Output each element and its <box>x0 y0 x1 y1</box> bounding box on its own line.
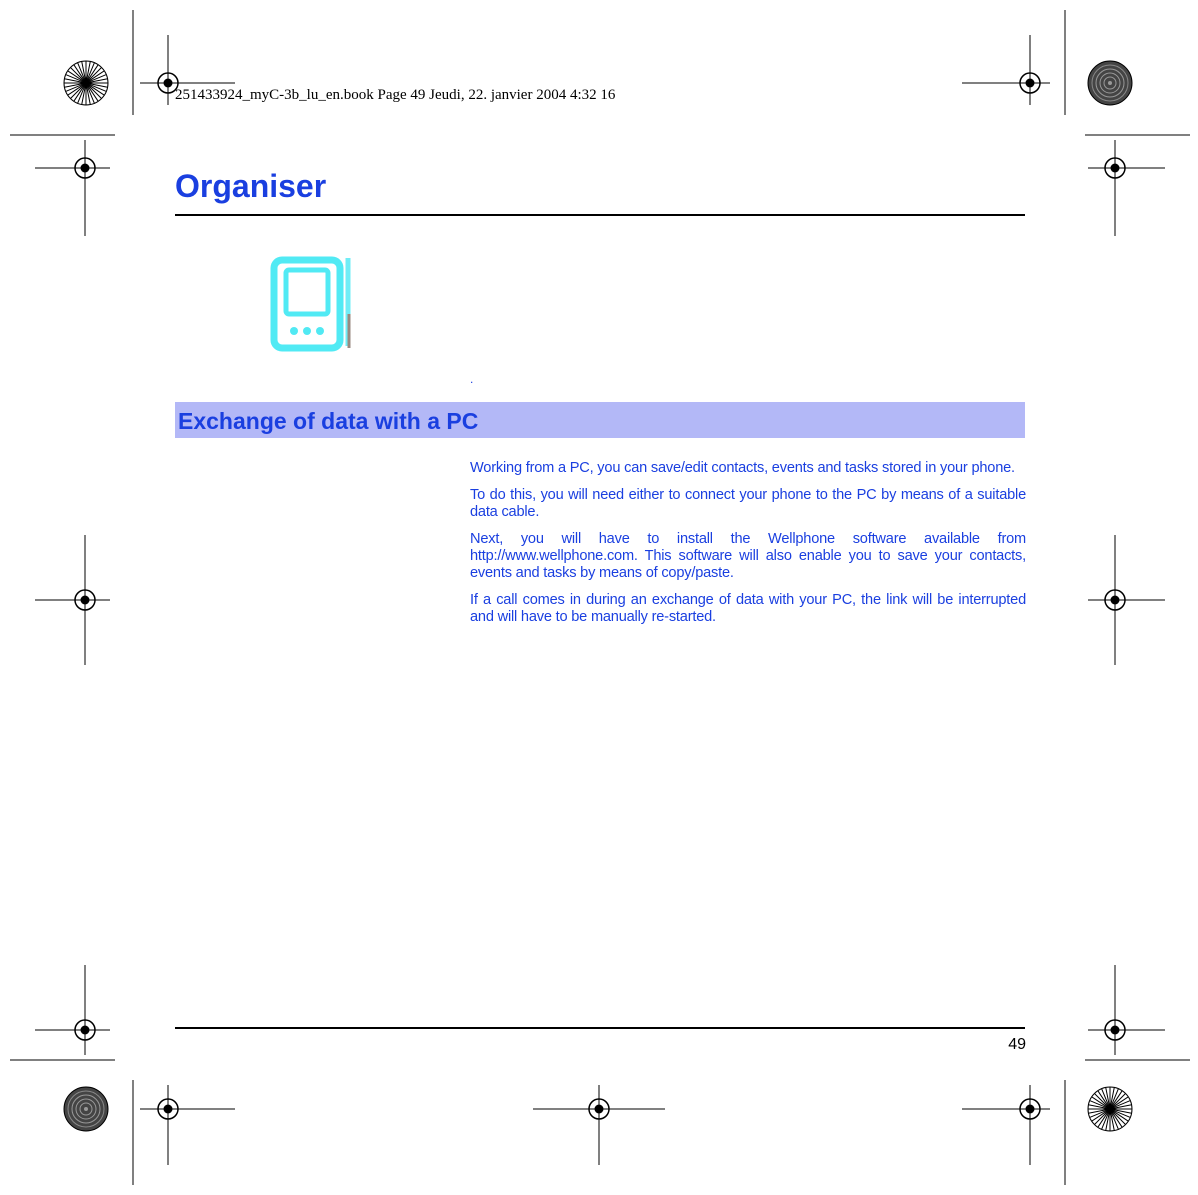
paragraph: Next, you will have to install the Wellphone software available from http://www.wellphone.com. This software will also enable you to save your contacts, events and tasks by means of copy/paste. <box>470 531 1026 581</box>
title-rule <box>175 214 1025 216</box>
stray-mark: . <box>470 372 474 386</box>
page-number: 49 <box>1008 1036 1026 1053</box>
footer-rule <box>175 1027 1025 1029</box>
section-header-bar <box>175 402 1025 438</box>
section-heading: Exchange of data with a PC <box>178 408 479 434</box>
organiser-pda-icon <box>268 254 360 356</box>
paragraph: If a call comes in during an exchange of data with your PC, the link will be interrupted and will have to be manually re-started. <box>470 592 1026 625</box>
section-body <box>470 460 1026 636</box>
chapter-title: Organiser <box>175 168 327 204</box>
paragraph: To do this, you will need either to connect your phone to the PC by means of a suitable data cable. <box>470 487 1026 520</box>
book-header-info: 251433924_myC-3b_lu_en.book Page 49 Jeudi, 22. janvier 2004 4:32 16 <box>175 87 616 103</box>
paragraph: Working from a PC, you can save/edit contacts, events and tasks stored in your phone. <box>470 460 1015 476</box>
